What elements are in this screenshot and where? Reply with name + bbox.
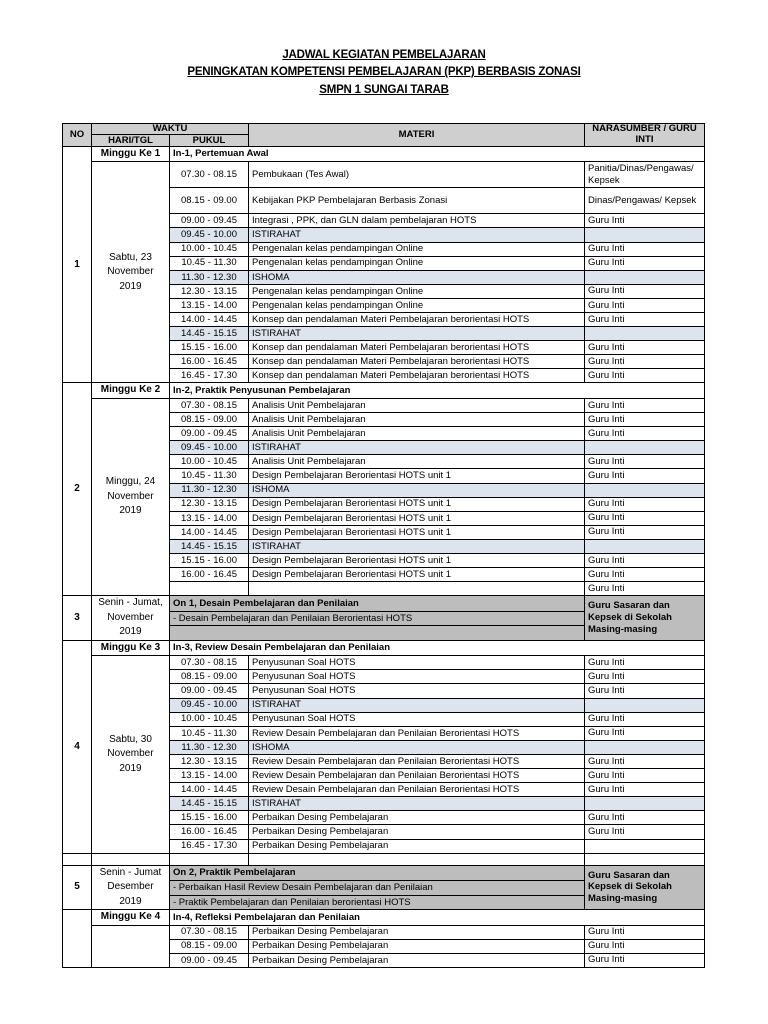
header-materi: MATERI	[249, 124, 585, 147]
row-number: 5	[63, 865, 92, 910]
materi-cell: Perbaikan Desing Pembelajaran	[249, 939, 585, 953]
time-cell: 13.15 - 14.00	[170, 298, 249, 312]
narasumber-cell	[585, 740, 705, 754]
materi-cell: Pengenalan kelas pendampingan Online	[249, 284, 585, 298]
time-cell: 14.00 - 14.45	[170, 783, 249, 797]
materi-cell: ISHOMA	[249, 270, 585, 284]
empty-cell	[170, 853, 249, 865]
header-no: NO	[63, 124, 92, 147]
empty-cell	[249, 853, 585, 865]
narasumber-cell: Guru Inti	[585, 554, 705, 568]
row-narasumber: Guru Sasaran dan Kepsek di Sekolah Masing-masing	[585, 865, 705, 910]
narasumber-cell: Guru Inti	[585, 298, 705, 312]
session-title: In-1, Pertemuan Awal	[170, 146, 705, 162]
time-cell: 10.00 - 10.45	[170, 242, 249, 256]
materi-cell: Analisis Unit Pembelajaran	[249, 427, 585, 441]
table-row	[63, 596, 705, 612]
time-cell: 16.45 - 17.30	[170, 369, 249, 383]
time-cell: 12.30 - 13.15	[170, 497, 249, 511]
narasumber-cell: Guru Inti	[585, 427, 705, 441]
materi-cell: Perbaikan Desing Pembelajaran	[249, 839, 585, 853]
time-cell: 07.30 - 08.15	[170, 398, 249, 412]
row-day: Senin - Jumat Desember 2019	[92, 865, 170, 910]
time-cell: 12.30 - 13.15	[170, 284, 249, 298]
narasumber-cell	[585, 441, 705, 455]
materi-cell: ISHOMA	[249, 483, 585, 497]
narasumber-cell: Guru Inti	[585, 369, 705, 383]
time-cell: 16.00 - 16.45	[170, 355, 249, 369]
row-narasumber: Guru Sasaran dan Kepsek di Sekolah Masing-masing	[585, 596, 705, 641]
table-row	[63, 925, 705, 939]
on-session-item: - Perbaikan Hasil Review Desain Pembelajaran dan Penilaian	[170, 881, 585, 895]
time-cell: 07.30 - 08.15	[170, 162, 249, 188]
narasumber-cell: Dinas/Pengawas/ Kepsek	[585, 188, 705, 214]
session-title: In-2, Praktik Penyusunan Pembelajaran	[170, 383, 705, 399]
row-day: Sabtu, 30 November 2019	[92, 656, 170, 853]
table-row	[63, 146, 705, 162]
time-cell: 08.15 - 09.00	[170, 188, 249, 214]
materi-cell: ISTIRAHAT	[249, 797, 585, 811]
time-cell: 09.45 - 10.00	[170, 441, 249, 455]
time-cell: 09.00 - 09.45	[170, 953, 249, 967]
narasumber-cell: Guru Inti	[585, 469, 705, 483]
table-row	[63, 656, 705, 670]
narasumber-cell: Guru Inti	[585, 825, 705, 839]
table-row	[63, 162, 705, 188]
materi-cell: Design Pembelajaran Berorientasi HOTS unit 1	[249, 497, 585, 511]
time-cell: 10.45 - 11.30	[170, 469, 249, 483]
narasumber-cell: Guru Inti	[585, 670, 705, 684]
materi-cell: Analisis Unit Pembelajaran	[249, 398, 585, 412]
narasumber-cell: Guru Inti	[585, 455, 705, 469]
on-session-title: On 2, Praktik Pembelajaran	[170, 865, 585, 881]
narasumber-cell	[585, 698, 705, 712]
materi-cell: Design Pembelajaran Berorientasi HOTS unit 1	[249, 511, 585, 525]
materi-cell: Pembukaan (Tes Awal)	[249, 162, 585, 188]
materi-cell: Review Desain Pembelajaran dan Penilaian Berorientasi HOTS	[249, 783, 585, 797]
time-cell: 10.00 - 10.45	[170, 455, 249, 469]
time-cell: 09.00 - 09.45	[170, 214, 249, 228]
time-cell: 11.30 - 12.30	[170, 740, 249, 754]
narasumber-cell	[585, 483, 705, 497]
narasumber-cell: Guru Inti	[585, 313, 705, 327]
materi-cell: Konsep dan pendalaman Materi Pembelajaran berorientasi HOTS	[249, 313, 585, 327]
materi-cell: Perbaikan Desing Pembelajaran	[249, 925, 585, 939]
materi-cell: ISTIRAHAT	[249, 327, 585, 341]
materi-cell: Penyusunan Soal HOTS	[249, 684, 585, 698]
time-cell: 16.45 - 17.30	[170, 839, 249, 853]
time-cell: 08.15 - 09.00	[170, 670, 249, 684]
table-row	[63, 865, 705, 881]
row-day: Senin - Jumat, November 2019	[92, 596, 170, 641]
row-number: 2	[63, 383, 92, 596]
narasumber-cell	[585, 270, 705, 284]
narasumber-cell	[585, 327, 705, 341]
time-cell: 09.45 - 10.00	[170, 698, 249, 712]
materi-cell: Review Desain Pembelajaran dan Penilaian Berorientasi HOTS	[249, 754, 585, 768]
narasumber-cell: Guru Inti	[585, 242, 705, 256]
materi-cell: Perbaikan Desing Pembelajaran	[249, 825, 585, 839]
table-row	[63, 398, 705, 412]
materi-cell: ISTIRAHAT	[249, 698, 585, 712]
materi-cell: Design Pembelajaran Berorientasi HOTS unit 1	[249, 554, 585, 568]
materi-cell: ISTIRAHAT	[249, 441, 585, 455]
document-title: JADWAL KEGIATAN PEMBELAJARAN	[282, 49, 486, 61]
empty-cell	[585, 853, 705, 865]
materi-cell: Analisis Unit Pembelajaran	[249, 413, 585, 427]
table-row	[63, 383, 705, 399]
materi-cell: Pengenalan kelas pendampingan Online	[249, 256, 585, 270]
materi-cell: Penyusunan Soal HOTS	[249, 656, 585, 670]
narasumber-cell	[585, 839, 705, 853]
time-cell: 15.15 - 16.00	[170, 554, 249, 568]
narasumber-cell: Guru Inti	[585, 656, 705, 670]
materi-cell: Design Pembelajaran Berorientasi HOTS unit 1	[249, 469, 585, 483]
row-number: 1	[63, 146, 92, 383]
materi-cell: Penyusunan Soal HOTS	[249, 712, 585, 726]
materi-cell: ISHOMA	[249, 740, 585, 754]
time-cell: 12.30 - 13.15	[170, 754, 249, 768]
time-cell: 07.30 - 08.15	[170, 925, 249, 939]
narasumber-cell: Guru Inti	[585, 684, 705, 698]
narasumber-cell: Guru Inti	[585, 754, 705, 768]
time-cell: 08.15 - 09.00	[170, 413, 249, 427]
row-day: Sabtu, 23 November 2019	[92, 162, 170, 383]
materi-cell: Integrasi , PPK, dan GLN dalam pembelajaran HOTS	[249, 214, 585, 228]
week-label: Minggu Ke 1	[92, 146, 170, 162]
narasumber-cell: Guru Inti	[585, 284, 705, 298]
header-waktu: WAKTU	[92, 124, 249, 135]
materi-cell: Perbaikan Desing Pembelajaran	[249, 811, 585, 825]
narasumber-cell	[585, 539, 705, 553]
materi-cell: Perbaikan Desing Pembelajaran	[249, 953, 585, 967]
narasumber-cell: Panitia/Dinas/Pengawas/ Kepsek	[585, 162, 705, 188]
narasumber-cell: Guru Inti	[585, 925, 705, 939]
time-cell: 11.30 - 12.30	[170, 483, 249, 497]
narasumber-cell: Guru Inti	[585, 511, 705, 525]
week-label: Minggu Ke 3	[92, 640, 170, 656]
document-subtitle: PENINGKATAN KOMPETENSI PEMBELAJARAN (PKP) BERBASIS ZONASI	[187, 66, 581, 78]
time-cell: 07.30 - 08.15	[170, 656, 249, 670]
time-cell: 09.45 - 10.00	[170, 228, 249, 242]
narasumber-cell: Guru Inti	[585, 939, 705, 953]
narasumber-cell: Guru Inti	[585, 769, 705, 783]
materi-cell: Konsep dan pendalaman Materi Pembelajaran berorientasi HOTS	[249, 369, 585, 383]
schedule-table	[62, 123, 705, 968]
time-cell: 13.15 - 14.00	[170, 511, 249, 525]
time-cell: 10.45 - 11.30	[170, 726, 249, 740]
materi-cell: ISTIRAHAT	[249, 539, 585, 553]
narasumber-cell: Guru Inti	[585, 355, 705, 369]
narasumber-cell: Guru Inti	[585, 398, 705, 412]
materi-cell: Kebijakan PKP Pembelajaran Berbasis Zonasi	[249, 188, 585, 214]
materi-cell: Analisis Unit Pembelajaran	[249, 455, 585, 469]
materi-cell: Review Desain Pembelajaran dan Penilaian Berorientasi HOTS	[249, 726, 585, 740]
narasumber-cell: Guru Inti	[585, 783, 705, 797]
school-name: SMPN 1 SUNGAI TARAB	[319, 84, 449, 96]
week-label: Minggu Ke 4	[92, 910, 170, 926]
narasumber-cell: Guru Inti	[585, 214, 705, 228]
time-cell: 09.00 - 09.45	[170, 427, 249, 441]
narasumber-cell: Guru Inti	[585, 712, 705, 726]
on-session-item: - Praktik Pembelajaran dan Penilaian berorientasi HOTS	[170, 895, 585, 909]
materi-cell: Review Desain Pembelajaran dan Penilaian Berorientasi HOTS	[249, 769, 585, 783]
time-cell	[170, 582, 249, 596]
table-row	[63, 910, 705, 926]
on-session-title: On 1, Desain Pembelajaran dan Penilaian	[170, 596, 585, 612]
empty-cell	[92, 853, 170, 865]
time-cell: 14.00 - 14.45	[170, 313, 249, 327]
materi-cell: Penyusunan Soal HOTS	[249, 670, 585, 684]
time-cell: 16.00 - 16.45	[170, 825, 249, 839]
materi-cell	[249, 582, 585, 596]
materi-cell: Konsep dan pendalaman Materi Pembelajaran berorientasi HOTS	[249, 341, 585, 355]
narasumber-cell	[585, 797, 705, 811]
narasumber-cell: Guru Inti	[585, 525, 705, 539]
time-cell: 14.45 - 15.15	[170, 797, 249, 811]
narasumber-cell: Guru Inti	[585, 497, 705, 511]
time-cell: 15.15 - 16.00	[170, 341, 249, 355]
materi-cell: Design Pembelajaran Berorientasi HOTS unit 1	[249, 525, 585, 539]
time-cell: 14.45 - 15.15	[170, 539, 249, 553]
materi-cell: ISTIRAHAT	[249, 228, 585, 242]
narasumber-cell: Guru Inti	[585, 811, 705, 825]
materi-cell: Konsep dan pendalaman Materi Pembelajaran berorientasi HOTS	[249, 355, 585, 369]
narasumber-cell: Guru Inti	[585, 568, 705, 582]
time-cell: 16.00 - 16.45	[170, 568, 249, 582]
materi-cell: Design Pembelajaran Berorientasi HOTS unit 1	[249, 568, 585, 582]
time-cell: 10.45 - 11.30	[170, 256, 249, 270]
narasumber-cell: Guru Inti	[585, 341, 705, 355]
time-cell: 11.30 - 12.30	[170, 270, 249, 284]
schedule-body	[63, 146, 705, 967]
header-hari: HARI/TGL	[92, 135, 170, 146]
materi-cell: Pengenalan kelas pendampingan Online	[249, 242, 585, 256]
row-day: Minggu, 24 November 2019	[92, 398, 170, 595]
time-cell: 09.00 - 09.45	[170, 684, 249, 698]
row-number: 3	[63, 596, 92, 641]
row-number: 4	[63, 640, 92, 853]
table-row	[63, 640, 705, 656]
on-session-item	[170, 626, 585, 640]
empty-cell	[63, 853, 92, 865]
week-label: Minggu Ke 2	[92, 383, 170, 399]
header-narasumber: NARASUMBER / GURU INTI	[585, 124, 705, 147]
materi-cell: Pengenalan kelas pendampingan Online	[249, 298, 585, 312]
on-session-item: - Desain Pembelajaran dan Penilaian Berorientasi HOTS	[170, 612, 585, 626]
time-cell: 13.15 - 14.00	[170, 769, 249, 783]
narasumber-cell: Guru Inti	[585, 953, 705, 967]
time-cell: 15.15 - 16.00	[170, 811, 249, 825]
session-title: In-3, Review Desain Pembelajaran dan Penilaian	[170, 640, 705, 656]
header-pukul: PUKUL	[170, 135, 249, 146]
narasumber-cell: Guru Inti	[585, 726, 705, 740]
narasumber-cell: Guru Inti	[585, 582, 705, 596]
session-title: In-4, Refleksi Pembelajaran dan Penilaian	[170, 910, 705, 926]
narasumber-cell	[585, 228, 705, 242]
row-day	[92, 925, 170, 967]
time-cell: 14.00 - 14.45	[170, 525, 249, 539]
time-cell: 08.15 - 09.00	[170, 939, 249, 953]
narasumber-cell: Guru Inti	[585, 256, 705, 270]
narasumber-cell: Guru Inti	[585, 413, 705, 427]
row-number	[63, 910, 92, 968]
table-row	[63, 853, 705, 865]
time-cell: 14.45 - 15.15	[170, 327, 249, 341]
time-cell: 10.00 - 10.45	[170, 712, 249, 726]
